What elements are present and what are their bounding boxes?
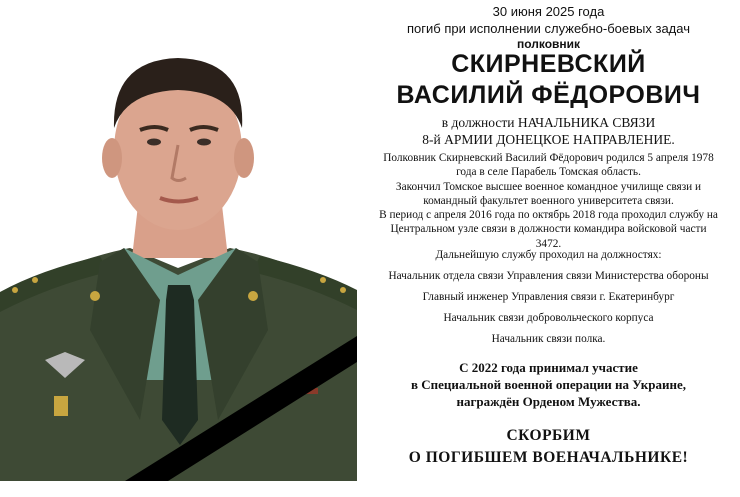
career-item: Главный инженер Управления связи г. Екатеринбург <box>422 291 675 303</box>
portrait-illustration <box>0 0 357 481</box>
position-line-1: в должности НАЧАЛЬНИКА СВЯЗИ <box>441 115 656 130</box>
bio-paragraph: Полковник Скирневский Василий Фёдорович родился 5 апреля 1978 года в селе Парабель Томская область. <box>383 152 714 179</box>
biography <box>377 151 720 251</box>
circumstance: погиб при исполнении служебно-боевых задач <box>407 21 690 36</box>
mourning-line-1: СКОРБИМ <box>506 427 591 444</box>
date-of-death: 30 июня 2025 года <box>492 4 605 19</box>
obituary-text <box>357 0 740 497</box>
given-names: ВАСИЛИЙ ФЁДОРОВИЧ <box>396 81 701 109</box>
career-item: Начальник отдела связи Управления связи Министерства обороны <box>388 270 709 282</box>
svo-line: С 2022 года принимал участие <box>459 360 638 375</box>
surname: СКИРНЕВСКИЙ <box>451 50 646 78</box>
career-intro: Дальнейшую службу проходил на должностях: <box>435 249 662 261</box>
portrait-photo <box>0 0 357 481</box>
mourning-line-2: О ПОГИБШЕМ ВОЕНАЧАЛЬНИКЕ! <box>408 449 689 466</box>
bio-paragraph: Закончил Томское высшее военное командное училище связи и командный факультет военного университета связи. <box>395 180 702 207</box>
position-line-2: 8-й АРМИИ ДОНЕЦКОЕ НАПРАВЛЕНИЕ. <box>422 132 675 147</box>
rank: полковник <box>516 37 581 51</box>
svo-line: награждён Орденом Мужества. <box>456 394 641 409</box>
career-item: Начальник связи полка. <box>491 333 606 345</box>
career-list <box>387 269 710 353</box>
svo-statement <box>357 359 740 410</box>
svo-line: в Специальной военной операции на Украине, <box>411 377 686 392</box>
bio-paragraph: В период с апреля 2016 года по октябрь 2018 года проходил службу на Центральном узле связи в должности командира войсковой части 3472. <box>379 209 718 250</box>
career-item: Начальник связи добровольческого корпуса <box>443 312 654 324</box>
